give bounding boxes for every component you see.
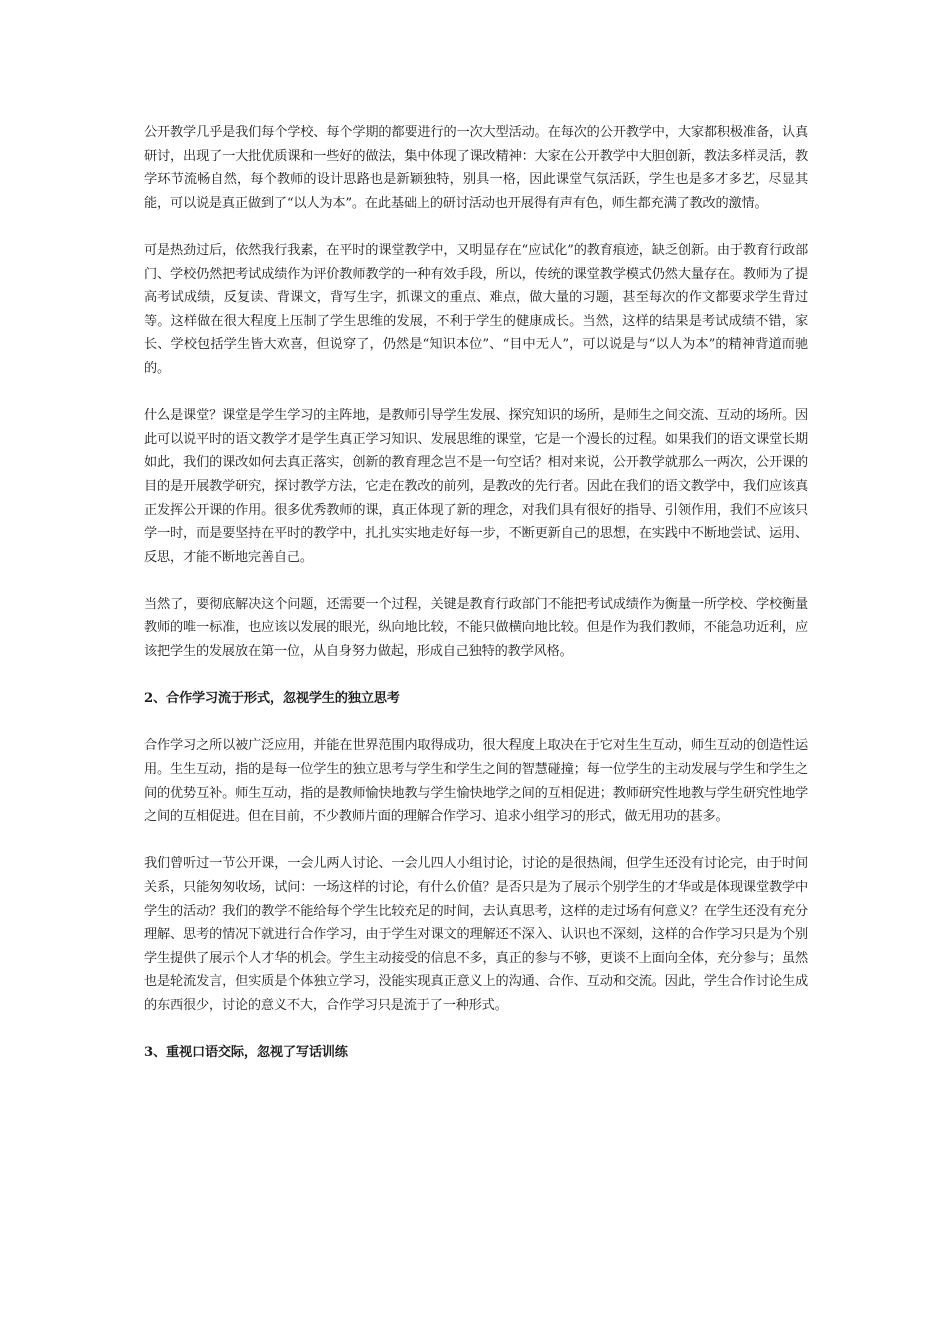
paragraph-spacer [144, 829, 808, 853]
paragraph-public-class-example: 我们曾听过一节公开课，一会儿两人讨论、一会儿四人小组讨论，讨论的是很热闹，但学生还没有讨论完，由于时间关系，只能匆匆收场，试问：一场这样的讨论，有什么价值？是否只是为了展示个别学生的才华或是体现课堂教学中学生的活动？我们的教学不能给每个学生比较充足的时间，去认真思考，这样的走过场有何意义？在学生还没有充分理解、思考的情况下就进行合作学习，由于学生对课文的理解还不深入、认识也不深刻，这样的合作学习只是为个别学生提供了展示个人才华的机会。学生主动接受的信息不多，真正的参与不够，更谈不上面向全体，充分参与；虽然也是轮流发言，但实质是个体独立学习，没能实现真正意义上的沟通、合作、互动和交流。因此，学生合作讨论生成的东西很少，讨论的意义不大，合作学习只是流于了一种形式。 [144, 856, 808, 1013]
paragraph-spacer [144, 664, 808, 688]
document-page [144, 121, 808, 1065]
paragraph-solution: 当然了，要彻底解决这个问题，还需要一个过程，关键是教育行政部门不能把考试成绩作为衡量一所学校、学校衡量教师的唯一标准，也应该以发展的眼光，纵向地比较，不能只做横向地比较。但是作为我们教师，不能急功近利，应该把学生的发展放在第一位，从自身努力做起，形成自己独特的教学风格。 [144, 596, 808, 660]
section-heading-oral-communication: 3、重视口语交际，忽视了写话训练 [144, 1045, 348, 1061]
paragraph-what-is-classroom: 什么是课堂？课堂是学生学习的主阵地，是教师引导学生发展、探究知识的场所，是师生之间交流、互动的场所。因此可以说平时的语文教学才是学生真正学习知识、发展思维的课堂，它是一个漫长的过程。如果我们的语文课堂长期如此，我们的课改如何去真正落实，创新的教育理念岂不是一句空话？相对来说，公开教学就那么一两次，公开课的目的是开展教学研究，探讨教学方法，它走在教改的前列，是教改的先行者。因此在我们的语文教学中，我们应该真正发挥公开课的作用。很多优秀教师的课，真正体现了新的理念，对我们具有很好的指导、引领作用，我们不应该只学一时，而是要坚持在平时的教学中，扎扎实实地走好每一步，不断更新自己的思想，在实践中不断地尝试、运用、反思，才能不断地完善自己。 [144, 408, 808, 565]
paragraph-public-teaching: 公开教学几乎是我们每个学校、每个学期的都要进行的一次大型活动。在每次的公开教学中，大家都积极准备，认真研讨，出现了一大批优质课和一些好的做法，集中体现了课改精神：大家在公开教学中大胆创新，教法多样灵活，教学环节流畅自然，每个教师的设计思路也是新颖独特，别具一格，因此课堂气氛活跃，学生也是多才多艺，尽显其能，可以说是真正做到了“以人为本”。在此基础上的研讨活动也开展得有声有色，师生都充满了教改的激情。 [144, 125, 808, 211]
paragraph-spacer [144, 1018, 808, 1042]
paragraph-cooperative-learning: 合作学习之所以被广泛应用，并能在世界范围内取得成功，很大程度上取决在于它对生生互动，师生互动的创造性运用。生生互动，指的是每一位学生的独立思考与学生和学生之间的智慧碰撞；每一位学生的主动发展与学生和学生之间的优势互补。师生互动，指的是教师愉快地教与学生愉快地学之间的互相促进；教师研究性地教与学生研究性地学之间的互相促进。但在目前，不少教师片面的理解合作学习、追求小组学习的形式，做无用功的甚多。 [144, 738, 808, 825]
paragraph-exam-oriented: 可是热劲过后，依然我行我素，在平时的课堂教学中，又明显存在“应试化”的教育痕迹，缺乏创新。由于教育行政部门、学校仍然把考试成绩作为评价教师教学的一种有效手段，所以，传统的课堂教学模式仍然大量存在。教师为了提高考试成绩，反复读、背课文，背写生字，抓课文的重点、难点，做大量的习题，甚至每次的作文都要求学生背过等。这样做在很大程度上压制了学生思维的发展，不利于学生的健康成长。当然，这样的结果是考试成绩不错，家长、学校包括学生皆大欢喜，但说穿了，仍然是“知识本位”、“目中无人”，可以说是与“以人为本”的精神背道而驰的。 [144, 242, 808, 376]
paragraph-spacer [144, 711, 808, 735]
paragraph-spacer [144, 569, 808, 593]
paragraph-spacer [144, 381, 808, 405]
paragraph-spacer [144, 215, 808, 239]
section-heading-cooperative-learning: 2、合作学习流于形式，忽视学生的独立思考 [144, 691, 400, 707]
